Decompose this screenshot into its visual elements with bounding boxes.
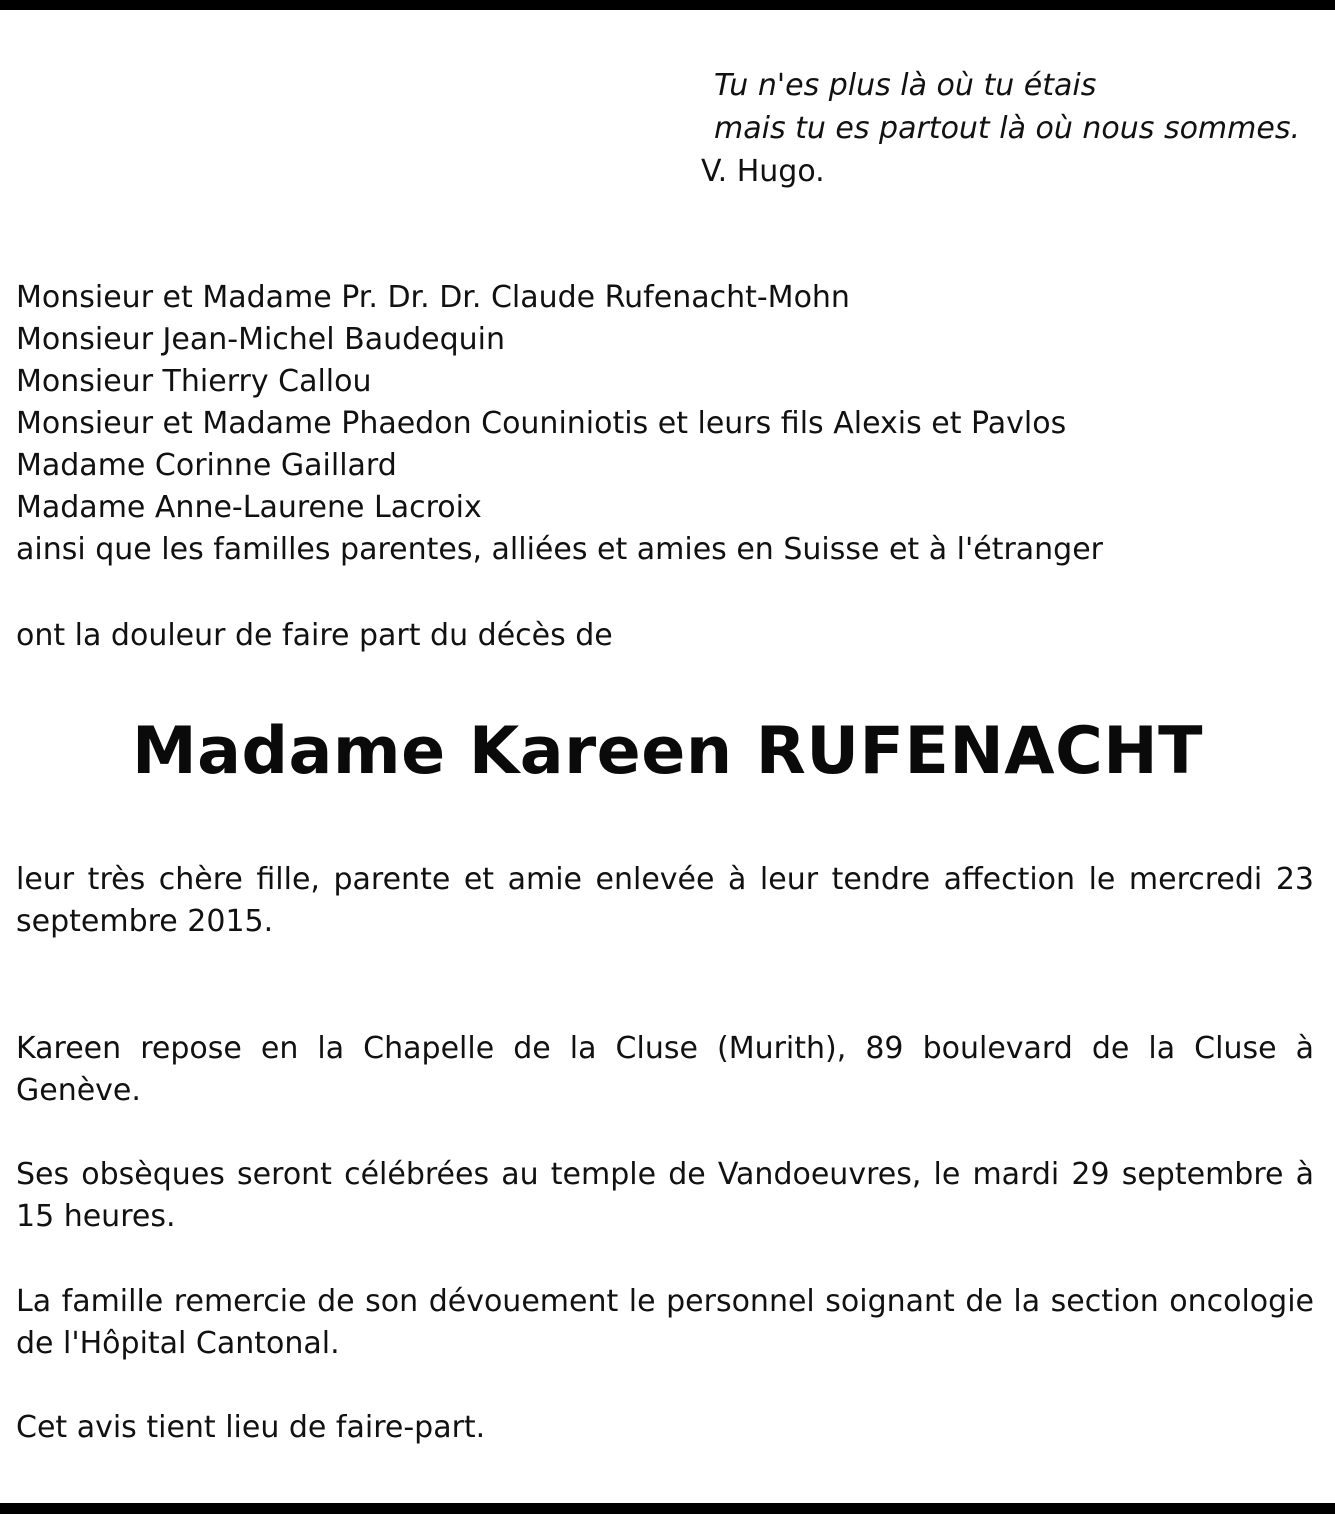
bottom-border-rule (0, 1503, 1335, 1514)
mourner-line: Monsieur Thierry Callou (16, 364, 372, 399)
deceased-name: Madame Kareen RUFENACHT (131, 714, 1204, 789)
epigraph-author: V. Hugo. (701, 154, 825, 189)
paragraph-funeral: Ses obsèques seront célébrées au temple de Vandoeuvres, le mardi 29 septembre à 15 heures. (16, 1157, 1314, 1234)
epigraph-line: mais tu es partout là où nous sommes. (714, 111, 1300, 146)
mourner-line: Monsieur Jean-Michel Baudequin (16, 322, 506, 357)
epigraph-line: Tu n'es plus là où tu étais (714, 68, 1097, 103)
mourners-list (16, 277, 1314, 571)
epigraph-quote (701, 64, 1300, 193)
paragraph-affection: leur très chère fille, parente et amie enlevée à leur tendre affection le mercredi 23 septembre 2015. (16, 862, 1314, 939)
mourner-line: Monsieur et Madame Phaedon Couniniotis et leurs fils Alexis et Pavlos (16, 406, 1067, 441)
top-border-rule (0, 0, 1335, 10)
mourner-line: Madame Corinne Gaillard (16, 448, 397, 483)
paragraph-thanks: La famille remercie de son dévouement le personnel soignant de la section oncologie de l'Hôpital Cantonal. (16, 1284, 1314, 1361)
paragraph-notice: Cet avis tient lieu de faire-part. (16, 1410, 486, 1445)
mourner-line: Monsieur et Madame Pr. Dr. Dr. Claude Rufenacht-Mohn (16, 280, 850, 315)
paragraph-chapel: Kareen repose en la Chapelle de la Cluse (Murith), 89 boulevard de la Cluse à Genève. (16, 1031, 1314, 1108)
mourner-line: Madame Anne-Laurene Lacroix (16, 490, 482, 525)
announcement-intro: ont la douleur de faire part du décès de (16, 618, 613, 653)
mourner-line: ainsi que les familles parentes, alliées et amies en Suisse et à l'étranger (16, 532, 1104, 567)
